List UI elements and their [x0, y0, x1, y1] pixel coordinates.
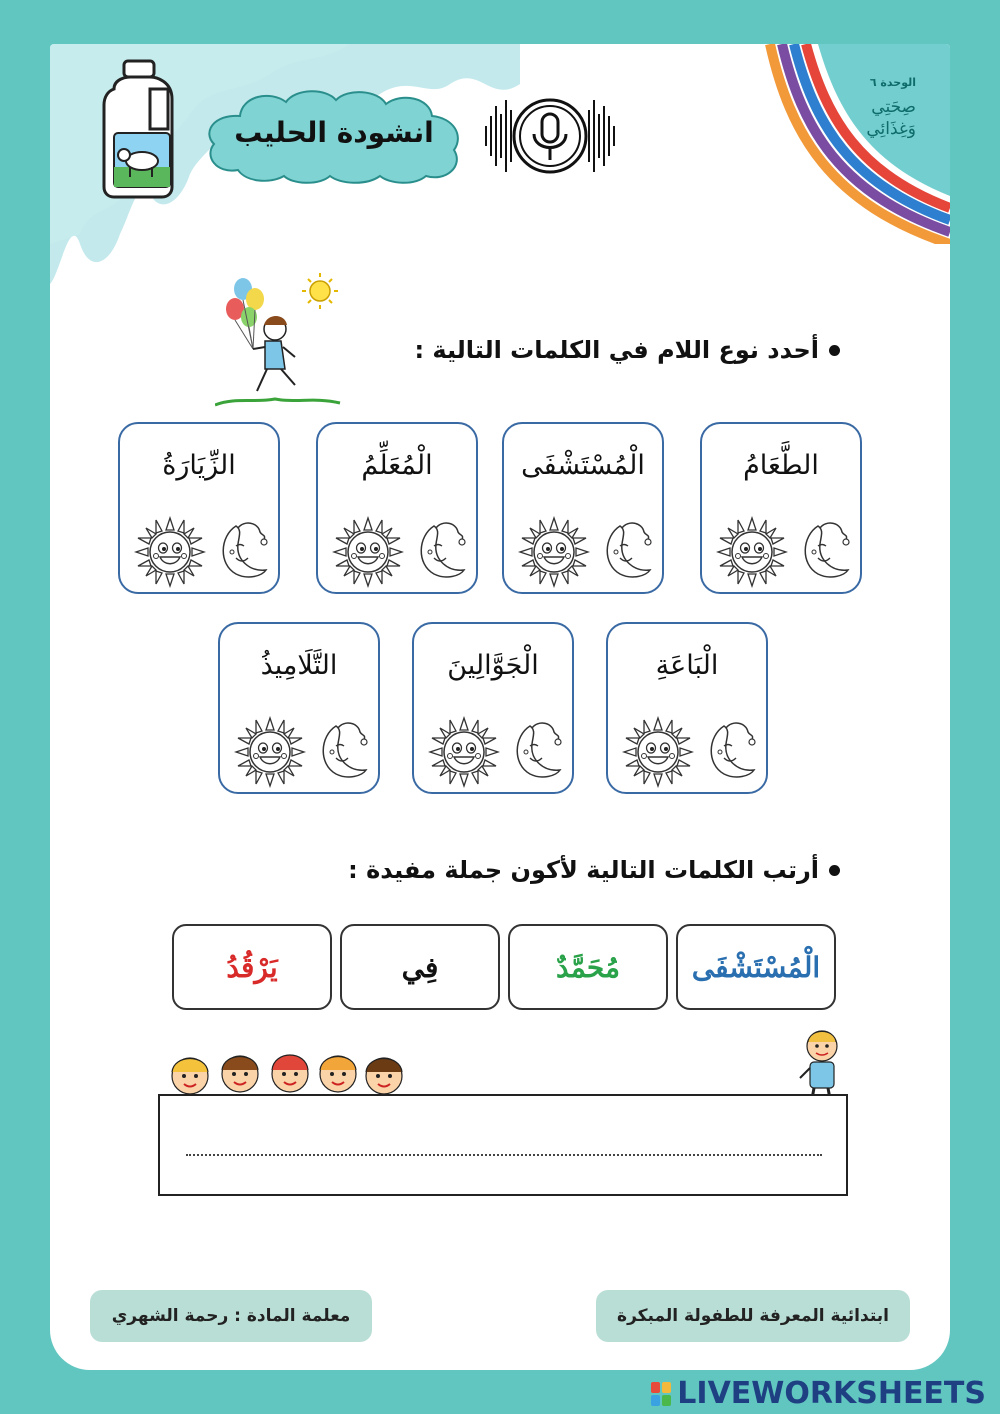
lam-card — [700, 422, 862, 594]
milk-jug-icon — [100, 59, 184, 199]
lam-card — [316, 422, 478, 594]
sun-face-icon[interactable] — [134, 516, 206, 588]
lam-word: الزِّيَارَةُ — [162, 450, 236, 481]
word-tile-text: الْمُسْتَشْفَى — [691, 950, 821, 984]
lam-card — [118, 422, 280, 594]
unit-header — [866, 76, 916, 139]
lam-word: الْمُعَلِّمُ — [361, 450, 433, 481]
worksheet-page — [50, 44, 950, 1370]
word-tile-text: يَرْقُدُ — [226, 950, 278, 984]
microphone-icon[interactable] — [482, 96, 618, 176]
lam-word: الْمُسْتَشْفَى — [521, 450, 645, 481]
unit-title-line2: وَغِذَائِي — [866, 119, 916, 139]
song-title: انشودة الحليب — [234, 116, 434, 149]
school-name-badge — [596, 1290, 910, 1342]
moon-face-icon[interactable] — [214, 520, 270, 580]
teacher-name: معلمة المادة : رحمة الشهري — [111, 1306, 351, 1326]
lam-card — [502, 422, 664, 594]
answer-box[interactable] — [158, 1094, 848, 1196]
unit-label: الوحدة ٦ — [869, 76, 916, 89]
exercise1-instruction — [414, 336, 840, 364]
sun-face-icon[interactable] — [428, 716, 500, 788]
moon-face-icon[interactable] — [702, 720, 758, 780]
teacher-name-badge — [90, 1290, 372, 1342]
boy-balloons-illustration — [215, 269, 345, 409]
liveworksheets-text: LIVEWORKSHEETS — [677, 1376, 986, 1411]
lam-word: الْبَاعَةِ — [655, 650, 719, 681]
sun-face-icon[interactable] — [622, 716, 694, 788]
sun-face-icon[interactable] — [234, 716, 306, 788]
moon-face-icon[interactable] — [508, 720, 564, 780]
sun-face-icon[interactable] — [716, 516, 788, 588]
unit-title-line1: صِحَتِي — [871, 97, 916, 117]
word-tile-text: فِي — [401, 950, 439, 984]
moon-face-icon[interactable] — [412, 520, 468, 580]
exercise2-instruction-text: أرتب الكلمات التالية لأكون جملة مفيدة : — [348, 856, 819, 884]
moon-face-icon[interactable] — [598, 520, 654, 580]
lam-card — [218, 622, 380, 794]
sun-face-icon[interactable] — [518, 516, 590, 588]
liveworksheets-logo-icon — [651, 1382, 671, 1406]
word-tile[interactable] — [172, 924, 332, 1010]
word-tile[interactable] — [508, 924, 668, 1010]
sun-face-icon[interactable] — [332, 516, 404, 588]
lam-card — [606, 622, 768, 794]
lam-word: الْجَوَّالِينَ — [447, 650, 539, 681]
school-name: ابتدائية المعرفة للطفولة المبكرة — [617, 1306, 889, 1326]
word-tile[interactable] — [676, 924, 836, 1010]
rainbow-decoration — [740, 44, 950, 244]
exercise2-instruction — [348, 856, 840, 884]
moon-face-icon[interactable] — [314, 720, 370, 780]
song-title-badge — [200, 86, 468, 184]
lam-word: التَّلَامِيذُ — [260, 650, 338, 681]
word-tile-text: مُحَمَّدٌ — [556, 950, 620, 984]
liveworksheets-watermark — [651, 1376, 986, 1411]
kids-illustration — [162, 1042, 422, 1102]
word-tile[interactable] — [340, 924, 500, 1010]
bullet-icon — [829, 865, 840, 876]
moon-face-icon[interactable] — [796, 520, 852, 580]
lam-word: الطَّعَامُ — [743, 450, 819, 481]
bullet-icon — [829, 345, 840, 356]
answer-dotted-line[interactable] — [186, 1154, 822, 1156]
exercise1-instruction-text: أحدد نوع اللام في الكلمات التالية : — [414, 336, 819, 364]
lam-card — [412, 622, 574, 794]
